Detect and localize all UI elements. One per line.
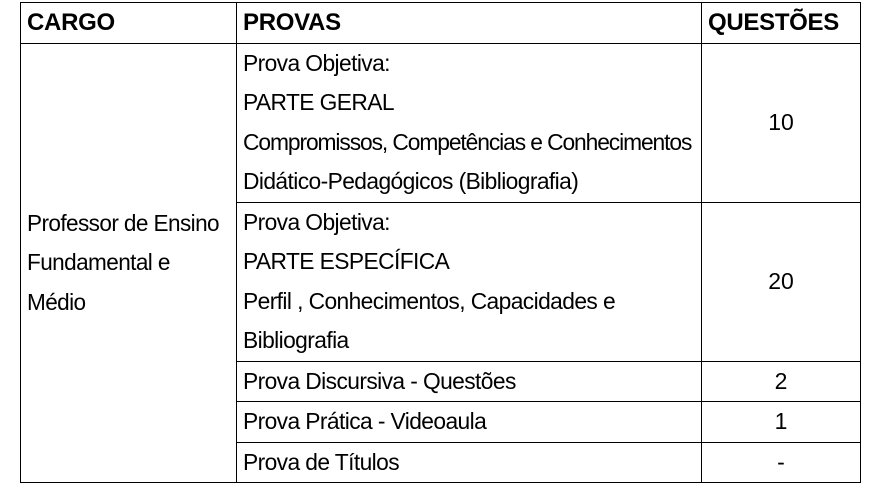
questoes-cell: 2: [702, 361, 861, 402]
prova-line: Bibliografia: [243, 327, 349, 353]
questoes-cell: 1: [702, 402, 861, 443]
cargo-line: Professor de Ensino: [27, 209, 220, 236]
prova-line: Compromissos, Competências e Conhecimentos: [243, 128, 692, 155]
prova-cell: [237, 442, 702, 483]
questoes-cell: 10: [702, 43, 861, 202]
prova-line: Perfil , Conhecimentos, Capacidades e: [243, 287, 616, 314]
questoes-cell: 20: [702, 202, 861, 361]
prova-line: Didático-Pedagógicos (Bibliografia): [243, 168, 579, 194]
prova-line: Prova de Títulos: [243, 448, 400, 475]
prova-line: Prova Discursiva - Questões: [243, 367, 516, 394]
prova-line: PARTE GERAL: [243, 89, 394, 115]
prova-cell: [237, 43, 702, 202]
header-questoes: QUESTÕES: [702, 3, 861, 44]
header-row: [21, 3, 861, 44]
prova-line: Prova Prática - Videoaula: [243, 408, 487, 434]
table-container: [20, 2, 861, 483]
prova-cell: [237, 402, 702, 443]
table-row: [21, 43, 861, 202]
questoes-cell: -: [702, 442, 861, 483]
cargo-line: Fundamental e: [27, 249, 170, 275]
exam-table: [20, 2, 861, 483]
prova-line: Prova Objetiva:: [243, 49, 390, 76]
prova-line: Prova Objetiva:: [243, 208, 390, 235]
cargo-line: Médio: [27, 288, 86, 315]
prova-cell: [237, 202, 702, 361]
prova-line: PARTE ESPECÍFICA: [243, 248, 450, 274]
cargo-cell: [21, 43, 237, 483]
header-provas: PROVAS: [237, 3, 702, 44]
prova-cell: [237, 361, 702, 402]
header-cargo: CARGO: [21, 3, 237, 44]
